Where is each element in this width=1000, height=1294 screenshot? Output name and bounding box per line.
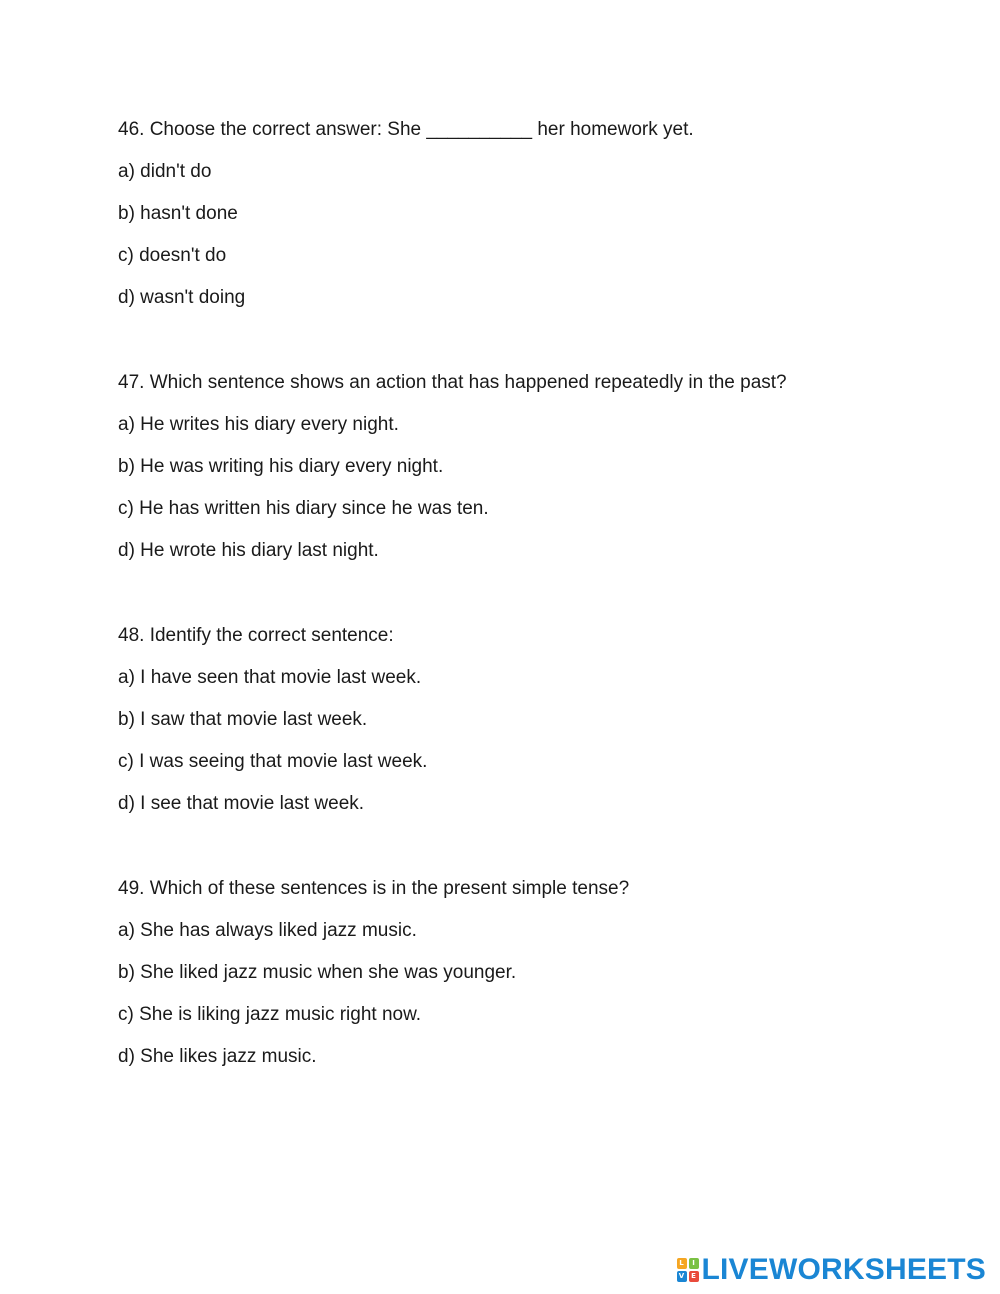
question-prompt: 47. Which sentence shows an action that has happened repeatedly in the past? [118,372,787,393]
question-49 [118,878,938,1068]
answer-option[interactable]: b) She liked jazz music when she was younger. [118,962,517,983]
question-46 [118,119,938,309]
logo-tile: I [689,1258,699,1269]
answer-option[interactable]: d) She likes jazz music. [118,1046,317,1067]
answer-option[interactable]: b) hasn't done [118,203,238,224]
logo-tile: L [677,1258,687,1269]
liveworksheets-logo-icon [677,1258,699,1282]
answer-option[interactable]: b) He was writing his diary every night. [118,456,444,477]
answer-option[interactable]: a) didn't do [118,161,212,182]
question-47 [118,372,938,562]
answer-option[interactable]: a) I have seen that movie last week. [118,667,422,688]
answer-option[interactable]: c) He has written his diary since he was ten. [118,498,489,519]
logo-tile: V [677,1271,687,1282]
question-prompt: 49. Which of these sentences is in the present simple tense? [118,878,630,899]
answer-option[interactable]: c) doesn't do [118,245,227,266]
logo-tile: E [689,1271,699,1282]
answer-option[interactable]: c) I was seeing that movie last week. [118,751,428,772]
question-prompt: 48. Identify the correct sentence: [118,625,394,646]
answer-option[interactable]: d) I see that movie last week. [118,793,365,814]
answer-option[interactable]: a) He writes his diary every night. [118,414,399,435]
answer-option[interactable]: d) wasn't doing [118,287,246,308]
answer-option[interactable]: d) He wrote his diary last night. [118,540,379,561]
brand-name: LIVEWORKSHEETS [701,1253,986,1286]
answer-option[interactable]: c) She is liking jazz music right now. [118,1004,422,1025]
answer-option[interactable]: a) She has always liked jazz music. [118,920,417,941]
question-prompt: 46. Choose the correct answer: She __________ her homework yet. [118,119,694,140]
liveworksheets-branding[interactable] [677,1255,987,1285]
question-48 [118,625,938,815]
answer-option[interactable]: b) I saw that movie last week. [118,709,368,730]
